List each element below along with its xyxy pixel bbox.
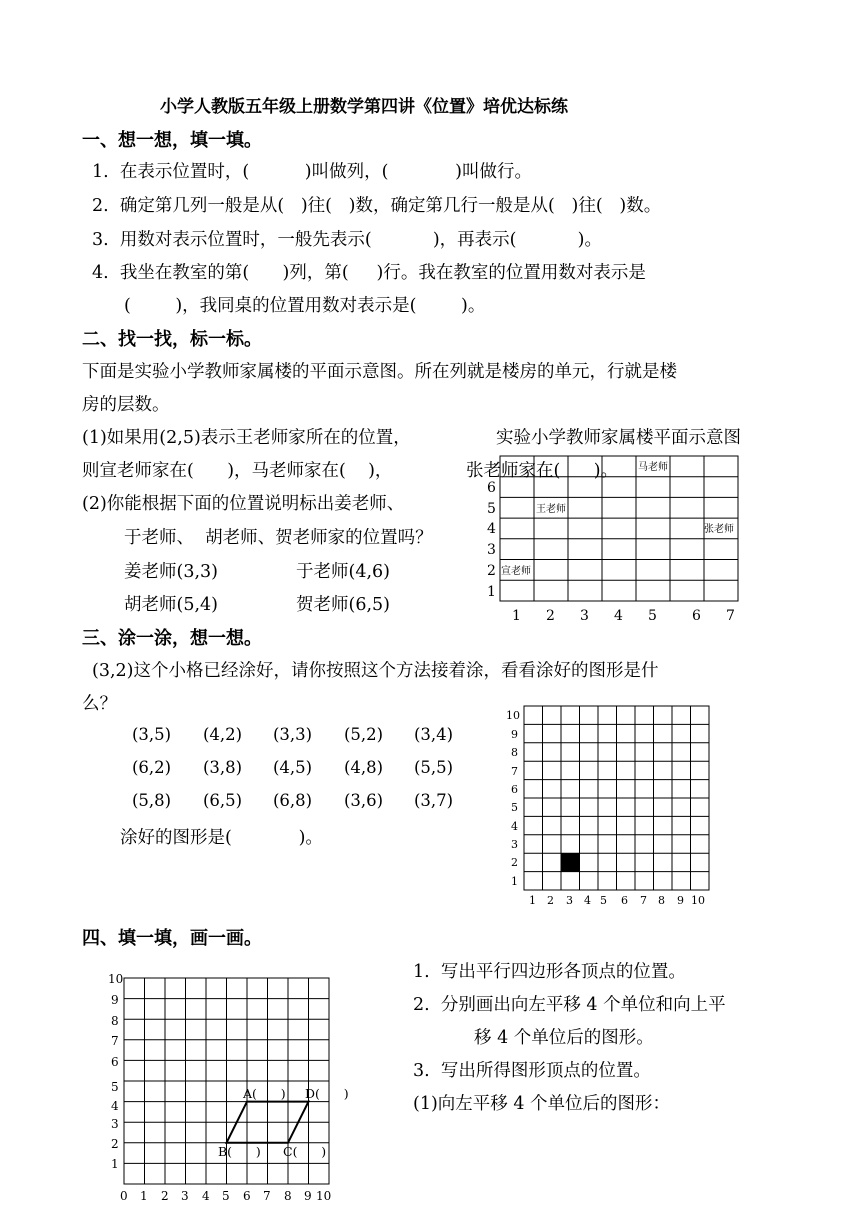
s1-question-4-cont: ( )，我同桌的位置用数对表示是( )。 bbox=[124, 296, 486, 316]
pg-y-label: 9 bbox=[111, 993, 119, 1007]
building-row-label: 2 bbox=[487, 563, 496, 579]
vertex-d-label: D( ) bbox=[305, 1086, 349, 1101]
coloring-y-label: 6 bbox=[511, 783, 518, 796]
coloring-y-label: 5 bbox=[511, 801, 518, 814]
label-wang: 王老师 bbox=[536, 504, 566, 515]
coord: (6,2) bbox=[132, 758, 172, 777]
s2-part-1: (1)如果用(2,5)表示王老师家所在的位置， bbox=[82, 428, 411, 448]
building-row-label: 6 bbox=[487, 480, 496, 496]
pg-y-label: 2 bbox=[111, 1137, 119, 1151]
coloring-y-label: 1 bbox=[511, 875, 518, 888]
coord: (5,2) bbox=[344, 725, 384, 744]
coloring-y-label: 8 bbox=[511, 746, 518, 759]
s4-instruction-2: 2. 分别画出向左平移 4 个单位和向上平 bbox=[413, 995, 726, 1015]
pg-y-label: 10 bbox=[108, 972, 124, 986]
coloring-x-label: 9 bbox=[677, 894, 684, 907]
coloring-x-label: 8 bbox=[658, 894, 665, 907]
s2-intro-cont: 房的层数。 bbox=[82, 395, 170, 415]
building-row-label: 5 bbox=[487, 501, 496, 517]
section-2-heading: 二、找一找，标一标。 bbox=[82, 329, 262, 350]
s1-question-4: 4. 我坐在教室的第( )列，第( )行。我在教室的位置用数对表示是 bbox=[92, 263, 646, 283]
coord: (6,5) bbox=[203, 791, 243, 810]
pg-x-label: 1 bbox=[140, 1189, 148, 1203]
building-row-label: 4 bbox=[487, 521, 496, 537]
coloring-y-label: 10 bbox=[506, 709, 520, 722]
building-col-label: 5 bbox=[648, 608, 657, 624]
coord: (3,7) bbox=[414, 791, 454, 810]
coord: (4,8) bbox=[344, 758, 384, 777]
building-col-label: 4 bbox=[614, 608, 623, 624]
pg-y-label: 5 bbox=[111, 1080, 119, 1094]
s3-answer: 涂好的图形是( )。 bbox=[120, 828, 323, 848]
filled-cell bbox=[561, 853, 580, 871]
s1-question-2: 2. 确定第几列一般是从( )往( )数，确定第几行一般是从( )往( )数。 bbox=[92, 196, 662, 216]
pg-x-label: 5 bbox=[222, 1189, 230, 1203]
teacher-he: 贺老师(6,5) bbox=[296, 595, 390, 615]
s2-part-1-cont: 则宣老师家在( )，马老师家在( )， bbox=[82, 461, 393, 481]
building-col-label: 1 bbox=[512, 608, 521, 624]
coloring-x-label: 5 bbox=[600, 894, 607, 907]
s2-part-2-cont: 于老师、 胡老师、贺老师家的位置吗？ bbox=[124, 528, 433, 548]
coloring-y-label: 4 bbox=[511, 820, 518, 833]
pg-x-label: 0 bbox=[120, 1189, 128, 1203]
s2-part-2: (2)你能根据下面的位置说明标出姜老师、 bbox=[82, 494, 405, 514]
coloring-x-label: 7 bbox=[640, 894, 647, 907]
coord: (5,5) bbox=[414, 758, 454, 777]
pg-x-label: 6 bbox=[243, 1189, 251, 1203]
pg-x-label: 3 bbox=[181, 1189, 189, 1203]
coloring-x-label: 6 bbox=[621, 894, 628, 907]
pg-x-label: 4 bbox=[202, 1189, 210, 1203]
pg-y-label: 1 bbox=[111, 1157, 119, 1171]
coord: (3,4) bbox=[414, 725, 454, 744]
vertex-c-label: C( ) bbox=[283, 1144, 327, 1159]
teacher-hu: 胡老师(5,4) bbox=[124, 595, 218, 615]
coord: (6,8) bbox=[273, 791, 313, 810]
s2-part-1-zhang: 张老师家在( )。 bbox=[466, 461, 619, 481]
pg-y-label: 3 bbox=[111, 1117, 119, 1131]
s4-instruction-1: 1. 写出平行四边形各顶点的位置。 bbox=[413, 962, 686, 982]
pg-y-label: 4 bbox=[111, 1099, 119, 1113]
s3-intro: (3,2)这个小格已经涂好，请你按照这个方法接着涂，看看涂好的图形是什 bbox=[92, 661, 659, 681]
s1-question-3: 3. 用数对表示位置时，一般先表示( )，再表示( )。 bbox=[92, 230, 603, 250]
section-3-heading: 三、涂一涂，想一想。 bbox=[82, 628, 262, 649]
coord: (3,3) bbox=[273, 725, 313, 744]
coord: (3,8) bbox=[203, 758, 243, 777]
teacher-jiang: 姜老师(3,3) bbox=[124, 562, 218, 582]
teacher-yu: 于老师(4,6) bbox=[296, 562, 390, 582]
pg-y-label: 6 bbox=[111, 1055, 119, 1069]
coloring-x-label: 3 bbox=[566, 894, 573, 907]
coord: (3,5) bbox=[132, 725, 172, 744]
section-4-heading: 四、填一填，画一画。 bbox=[82, 928, 262, 949]
building-col-label: 3 bbox=[580, 608, 589, 624]
pg-x-label: 8 bbox=[284, 1189, 292, 1203]
coloring-x-label: 1 bbox=[529, 894, 536, 907]
building-row-label: 1 bbox=[487, 584, 496, 600]
page-title: 小学人教版五年级上册数学第四讲《位置》培优达标练 bbox=[160, 97, 568, 117]
building-grid bbox=[480, 450, 750, 630]
pg-y-label: 8 bbox=[111, 1014, 119, 1028]
building-col-label: 2 bbox=[546, 608, 555, 624]
building-col-label: 6 bbox=[692, 608, 701, 624]
s3-intro-cont: 么？ bbox=[82, 694, 117, 714]
s4-instruction-2-cont: 移 4 个单位后的图形。 bbox=[474, 1028, 654, 1048]
pg-x-label: 9 bbox=[304, 1189, 312, 1203]
s4-instruction-4: (1)向左平移 4 个单位后的图形： bbox=[413, 1094, 671, 1114]
label-ma: 马老师 bbox=[638, 462, 668, 473]
vertex-a-label: A( ) bbox=[243, 1086, 286, 1101]
label-zhang: 张老师 bbox=[704, 524, 734, 535]
coloring-y-label: 9 bbox=[511, 728, 518, 741]
pg-x-label: 2 bbox=[161, 1189, 169, 1203]
coord: (4,2) bbox=[203, 725, 243, 744]
coord: (3,6) bbox=[344, 791, 384, 810]
coloring-y-label: 7 bbox=[511, 765, 518, 778]
building-col-label: 7 bbox=[726, 608, 735, 624]
building-chart-title: 实验小学教师家属楼平面示意图 bbox=[496, 428, 741, 448]
coloring-y-label: 2 bbox=[511, 856, 518, 869]
pg-x-label: 10 bbox=[316, 1189, 332, 1203]
coord: (5,8) bbox=[132, 791, 172, 810]
building-row-label: 3 bbox=[487, 542, 496, 558]
coloring-x-label: 2 bbox=[547, 894, 554, 907]
coloring-grid bbox=[500, 700, 720, 910]
parallelogram-grid bbox=[100, 968, 385, 1208]
s2-intro: 下面是实验小学教师家属楼的平面示意图。所在列就是楼房的单元，行就是楼 bbox=[82, 362, 677, 382]
section-1-heading: 一、想一想，填一填。 bbox=[82, 130, 262, 151]
s4-instruction-3: 3. 写出所得图形顶点的位置。 bbox=[413, 1061, 651, 1081]
coloring-x-label: 4 bbox=[584, 894, 591, 907]
coord: (4,5) bbox=[273, 758, 313, 777]
pg-x-label: 7 bbox=[263, 1189, 271, 1203]
coloring-y-label: 3 bbox=[511, 838, 518, 851]
label-xuan: 宣老师 bbox=[501, 566, 531, 577]
s1-question-1: 1. 在表示位置时，( )叫做列，( )叫做行。 bbox=[92, 162, 533, 182]
coloring-x-label: 10 bbox=[691, 894, 705, 907]
vertex-b-label: B( ) bbox=[218, 1144, 261, 1159]
pg-y-label: 7 bbox=[111, 1034, 119, 1048]
